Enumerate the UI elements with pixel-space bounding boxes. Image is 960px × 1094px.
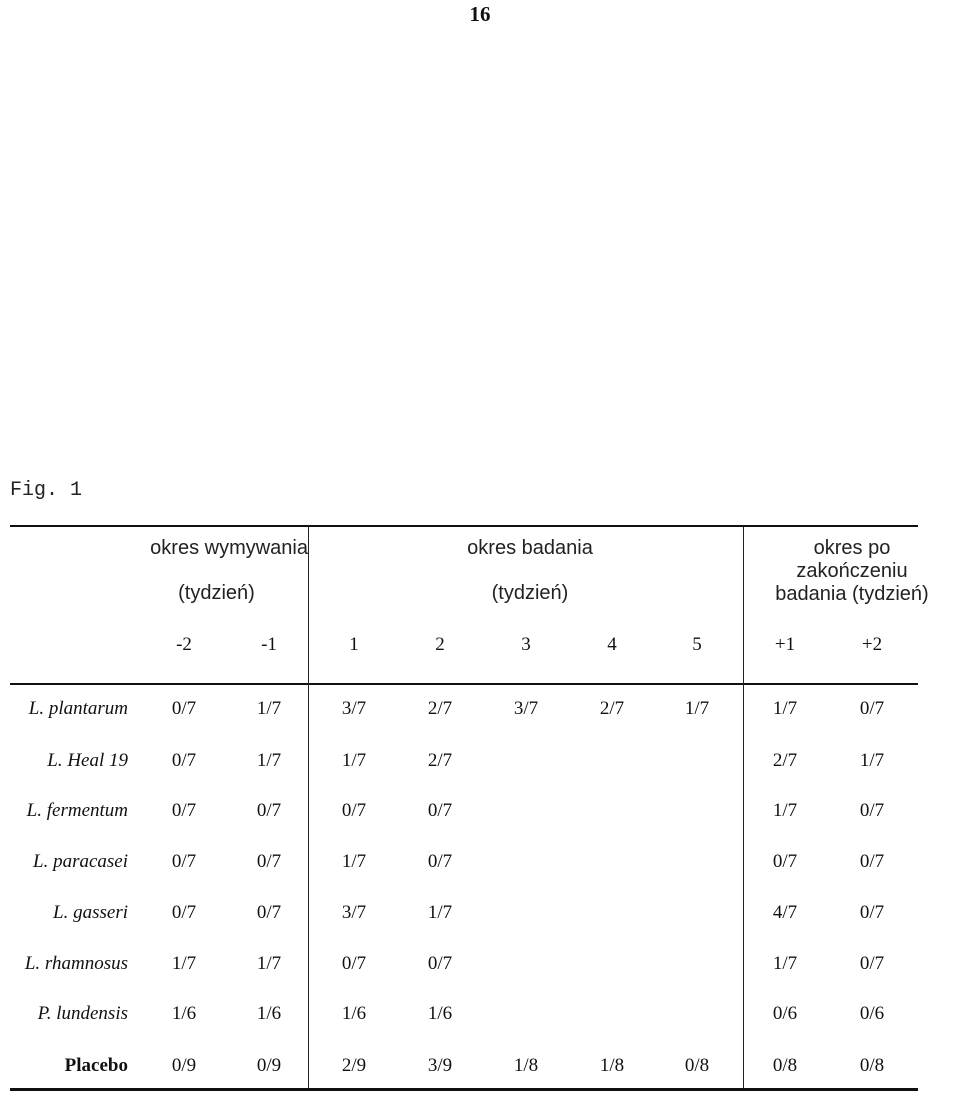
table-cell: 0/7 (859, 851, 885, 872)
table-cell: 1/8 (513, 1055, 539, 1076)
row-label: L. paracasei (33, 851, 128, 872)
table-cell: 1/7 (772, 953, 798, 974)
table-top-rule (10, 525, 918, 527)
table-cell: 0/7 (256, 851, 282, 872)
table-cell: 4/7 (772, 902, 798, 923)
week-header-cell: -2 (176, 634, 192, 655)
washout-unit: (tydzień) (178, 582, 255, 604)
week-header-cell: 1 (349, 634, 359, 655)
table-cell: 0/7 (171, 698, 197, 719)
table-row (0, 902, 960, 928)
table-cell: 1/7 (256, 750, 282, 771)
table-row (0, 800, 960, 826)
post-study-period-header (744, 537, 960, 606)
washout-title: okres wymywania (150, 537, 308, 559)
table-cell: 1/7 (256, 953, 282, 974)
table-row (0, 953, 960, 979)
table-row (0, 750, 960, 776)
table-cell: 0/7 (171, 851, 197, 872)
table-cell: 3/7 (341, 902, 367, 923)
table-cell: 3/7 (513, 698, 539, 719)
table-cell: 0/7 (256, 800, 282, 821)
table-cell: 0/8 (859, 1055, 885, 1076)
table-cell: 1/6 (341, 1003, 367, 1024)
table-cell: 0/7 (171, 800, 197, 821)
table-cell: 1/7 (859, 750, 885, 771)
row-label: P. lundensis (37, 1003, 128, 1024)
table-cell: 0/9 (171, 1055, 197, 1076)
table-cell: 0/7 (427, 953, 453, 974)
table-cell: 1/7 (684, 698, 710, 719)
table-cell: 0/7 (427, 800, 453, 821)
figure-label: Fig. 1 (10, 479, 83, 502)
post-title-line3: badania (tydzień) (775, 583, 929, 605)
study-period-header (380, 537, 680, 604)
study-unit: (tydzień) (491, 582, 569, 604)
table-cell: 1/6 (256, 1003, 282, 1024)
table-row (0, 1003, 960, 1029)
washout-period-header (90, 537, 308, 604)
table-cell: 1/6 (171, 1003, 197, 1024)
table-cell: 0/7 (859, 800, 885, 821)
table-cell: 1/8 (599, 1055, 625, 1076)
row-label: L. gasseri (53, 902, 128, 923)
page-number: 16 (469, 2, 491, 26)
table-cell: 1/7 (772, 800, 798, 821)
table-cell: 0/7 (341, 953, 367, 974)
week-header-cell: 4 (607, 634, 617, 655)
table-cell: 3/9 (427, 1055, 453, 1076)
table-cell: 2/7 (772, 750, 798, 771)
row-label: L. plantarum (28, 698, 128, 719)
table-cell: 0/7 (341, 800, 367, 821)
row-label: L. Heal 19 (47, 750, 128, 771)
table-cell: 0/7 (772, 851, 798, 872)
table-cell: 1/7 (171, 953, 197, 974)
week-header-row (0, 634, 960, 660)
table-cell: 0/8 (772, 1055, 798, 1076)
table-cell: 2/7 (427, 698, 453, 719)
table-row (0, 698, 960, 724)
table-cell: 0/7 (171, 750, 197, 771)
week-header-cell: 5 (692, 634, 702, 655)
table-bottom-rule (10, 1088, 918, 1091)
table-cell: 0/9 (256, 1055, 282, 1076)
table-cell: 0/7 (859, 698, 885, 719)
row-label: L. rhamnosus (24, 953, 128, 974)
table-cell: 0/6 (772, 1003, 798, 1024)
table-cell: 1/7 (256, 698, 282, 719)
table-cell: 2/7 (599, 698, 625, 719)
week-header-cell: +1 (774, 634, 796, 655)
week-header-cell: -1 (261, 634, 277, 655)
table-cell: 0/7 (859, 902, 885, 923)
table-cell: 1/7 (427, 902, 453, 923)
week-header-cell: 2 (435, 634, 445, 655)
study-title: okres badania (467, 537, 593, 559)
table-cell: 0/7 (256, 902, 282, 923)
table-cell: 2/7 (427, 750, 453, 771)
table-cell: 1/6 (427, 1003, 453, 1024)
row-label: Placebo (64, 1055, 128, 1076)
table-cell: 0/6 (859, 1003, 885, 1024)
week-header-cell: 3 (521, 634, 531, 655)
table-cell: 1/7 (772, 698, 798, 719)
table-cell: 0/7 (859, 953, 885, 974)
table-cell: 0/7 (427, 851, 453, 872)
row-label: L. fermentum (26, 800, 128, 821)
table-cell: 1/7 (341, 750, 367, 771)
table-cell: 2/9 (341, 1055, 367, 1076)
week-header-cell: +2 (861, 634, 883, 655)
table-row (0, 1055, 960, 1081)
table-cell: 0/7 (171, 902, 197, 923)
table-row (0, 851, 960, 877)
table-cell: 3/7 (341, 698, 367, 719)
table-header-rule (10, 683, 918, 685)
post-title-line1: okres po (813, 537, 891, 559)
post-title-line2: zakończeniu (796, 560, 908, 582)
table-cell: 1/7 (341, 851, 367, 872)
table-cell: 0/8 (684, 1055, 710, 1076)
